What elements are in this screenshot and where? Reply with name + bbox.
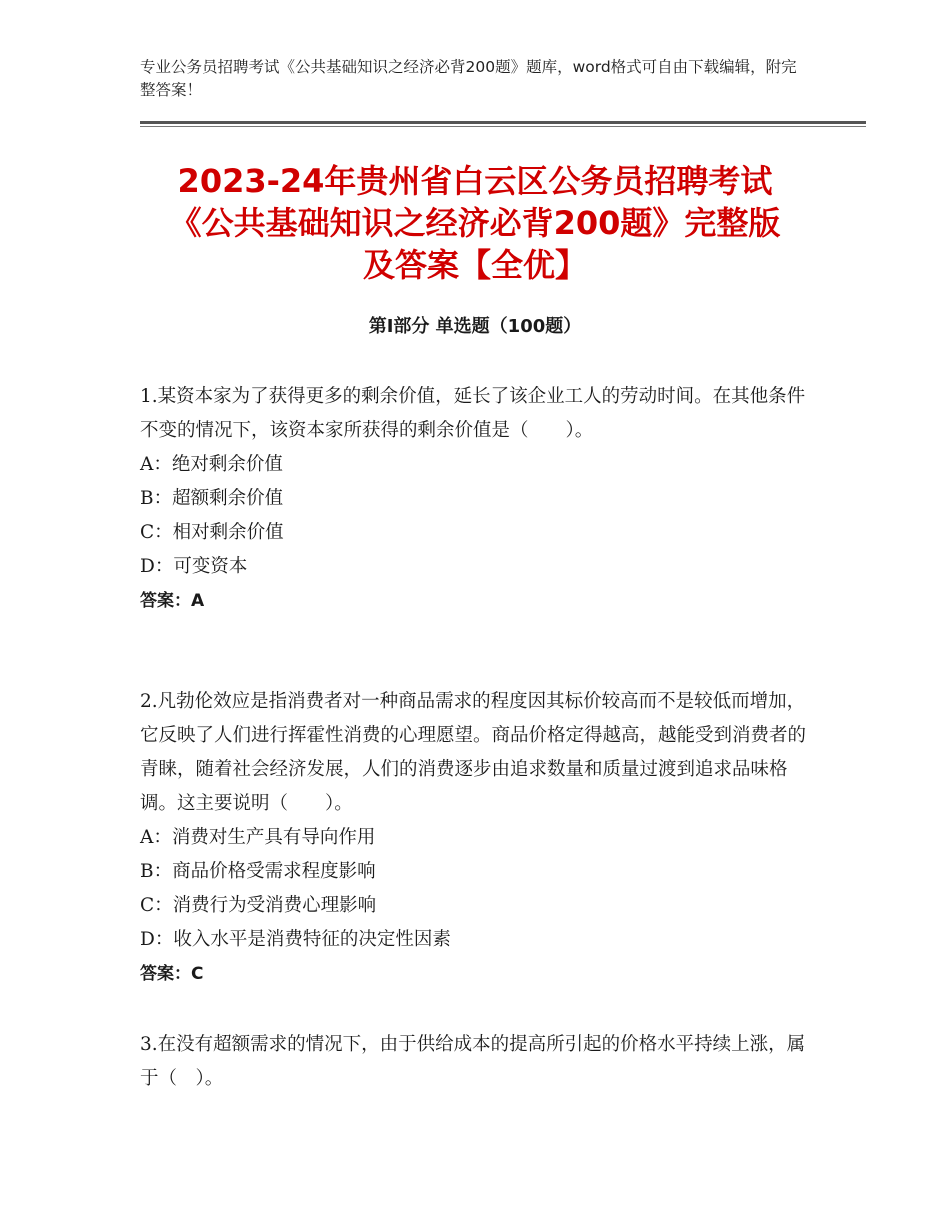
- title-line: 及答案【全优】: [362, 246, 587, 284]
- header-note: 专业公务员招聘考试《公共基础知识之经济必背200题》题库，word格式可自由下载编辑，附完整答案！: [140, 58, 797, 99]
- title-line: 2023-24年贵州省白云区公务员招聘考试: [177, 162, 773, 200]
- title-line: 《公共基础知识之经济必背200题》完整版: [169, 204, 781, 242]
- option-c: C：消费行为受消费心理影响: [140, 895, 377, 916]
- option-d: D：可变资本: [140, 556, 248, 577]
- option-b: B：商品价格受需求程度影响: [140, 861, 376, 882]
- part-heading: 第I部分 单选题（100题）: [368, 316, 582, 337]
- question-item: [140, 1028, 810, 1096]
- answer-line: 答案：C: [140, 964, 204, 984]
- option-b: B：超额剩余价值: [140, 488, 284, 509]
- option-c: C：相对剩余价值: [140, 522, 284, 543]
- header-divider-thin: [140, 126, 866, 127]
- option-d: D：收入水平是消费特征的决定性因素: [140, 929, 451, 950]
- question-text: 2.凡勃伦效应是指消费者对一种商品需求的程度因其标价较高而不是较低而增加，它反映了人们进行挥霍性消费的心理愿望。商品价格定得越高，越能受到消费者的青睐，随着社会经济发展，人们的消费逐步由追求数量和质量过渡到追求品味格调。这主要说明（ ）。: [140, 691, 807, 814]
- document-title: [110, 160, 840, 286]
- question-text: 3.在没有超额需求的情况下，由于供给成本的提高所引起的价格水平持续上涨，属于（ ）。: [140, 1034, 806, 1089]
- option-a: A：消费对生产具有导向作用: [140, 827, 376, 848]
- header-divider-thick: [140, 121, 866, 124]
- question-item: [140, 380, 810, 618]
- answer-line: 答案：A: [140, 591, 205, 611]
- option-a: A：绝对剩余价值: [140, 454, 283, 475]
- question-item: [140, 685, 810, 991]
- question-text: 1.某资本家为了获得更多的剩余价值，延长了该企业工人的劳动时间。在其他条件不变的情况下，该资本家所获得的剩余价值是（ ）。: [140, 386, 806, 441]
